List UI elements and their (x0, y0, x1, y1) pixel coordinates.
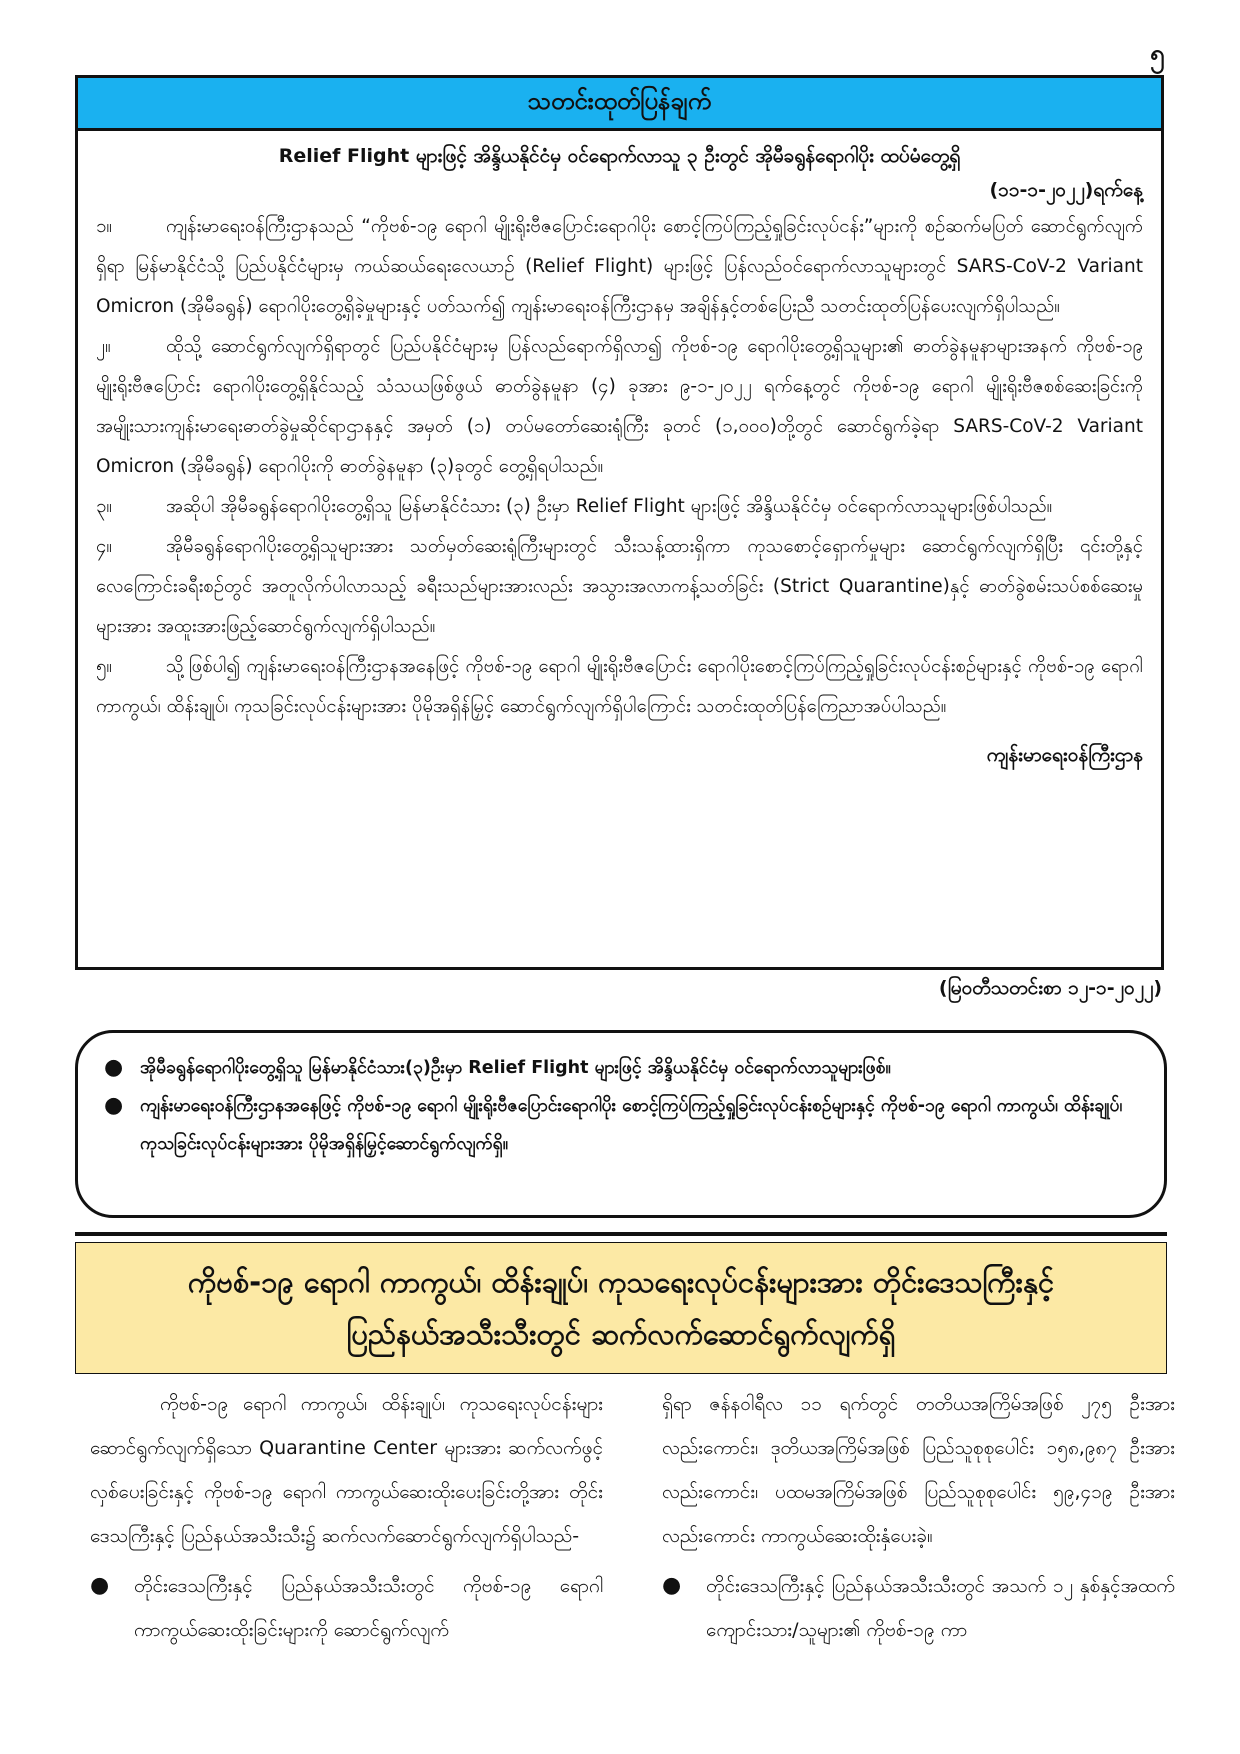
banner-title-line-1: ကိုဗစ်-၁၉ ရောဂါ ကာကွယ်၊ ထိန်းချုပ်၊ ကုသရေးလုပ်ငန်းများအား တိုင်းဒေသကြီးနှင့် (187, 1265, 1055, 1299)
press-date: (၁၁-၁-၂၀၂၂)ရက်နေ့ (989, 179, 1143, 201)
press-paragraph-1 (96, 207, 1143, 327)
press-release-body (78, 131, 1161, 777)
summary-item (104, 1049, 1138, 1087)
press-paragraph-5 (96, 647, 1143, 727)
paragraph-number: ၅။ (96, 656, 113, 677)
summary-text: ကျန်းမာရေးဝန်ကြီးဌာနအနေဖြင့် ကိုဗစ်-၁၉ ရောဂါ မျိုးရိုးဗီဇပြောင်းရောဂါပိုး စောင့်ကြပ်ကြည့်ရှုခြင်းလုပ်ငန်းစဉ်များနှင့် ကိုဗစ်-၁၉ ရောဂါ ကာကွယ်၊ ထိန်းချုပ်၊ ကုသခြင်းလုပ်ငန်းများအား ပိုမိုအရှိန်မြှင့်ဆောင်ရွက်လျက်ရှိ။ (140, 1096, 1123, 1154)
article-column-right (662, 1382, 1175, 1652)
source-citation: (မြဝတီသတင်းစာ ၁၂-၁-၂၀၂၂) (938, 977, 1162, 999)
press-paragraph-2 (96, 327, 1143, 487)
bullet-icon: ● (90, 1573, 110, 1598)
press-headline: Relief Flight များဖြင့် အိန္ဒိယနိုင်ငံမှ ဝင်ရောက်လာသူ ၃ ဦးတွင် အိုမီခရွန်ရောဂါပိုး ထပ်မံတွေ့ရှိ (278, 145, 961, 167)
summary-item (104, 1087, 1138, 1163)
press-release-title: သတင်းထုတ်ပြန်ချက် (527, 87, 712, 115)
bullet-icon: ● (662, 1573, 682, 1598)
press-paragraph-3 (96, 487, 1143, 527)
paragraph-text: အိုမီခရွန်ရောဂါပိုးတွေ့ရှိသူများအား သတ်မှတ်ဆေးရုံကြီးများတွင် သီးသန့်ထားရှိကာ ကုသစောင့်ရှောက်မှုများ ဆောင်ရွက်လျက်ရှိပြီး ၎င်းတို့နှင့် လေကြောင်းခရီးစဉ်တွင် အတူလိုက်ပါလာသည့် ခရီးသည်များအားလည်း အသွားအလာကန့်သတ်ခြင်း (Strict Quarantine)နှင့် ဓာတ်ခွဲစမ်းသပ်စစ်ဆေးမှုများအား အထူးအားဖြည့်ဆောင်ရွက်လျက်ရှိပါသည်။ (96, 536, 1143, 637)
article-column-left (90, 1382, 603, 1652)
bullet-icon: ● (104, 1093, 124, 1118)
article-intro: ကိုဗစ်-၁၉ ရောဂါ ကာကွယ်၊ ထိန်းချုပ်၊ ကုသရေးလုပ်ငန်းများ ဆောင်ရွက်လျက်ရှိသော Quarantine Center များအား ဆက်လက်ဖွင့်လှစ်ပေးခြင်းနှင့် ကိုဗစ်-၁၉ ရောဂါ ကာကွယ်ဆေးထိုးပေးခြင်းတို့အား တိုင်းဒေသကြီးနှင့် ပြည်နယ်အသီးသီး၌ ဆက်လက်ဆောင်ရွက်လျက်ရှိပါသည်- (90, 1393, 603, 1547)
paragraph-number: ၃။ (96, 496, 113, 517)
press-signature: ကျန်းမာရေးဝန်ကြီးဌာန (986, 744, 1143, 766)
article-banner (75, 1242, 1167, 1374)
press-release-header (78, 78, 1161, 131)
article-bullet-text: တိုင်းဒေသကြီးနှင့် ပြည်နယ်အသီးသီးတွင် အသက် ၁၂ နှစ်နှင့်အထက် ကျောင်းသား/သူများ၏ ကိုဗစ်-၁၉ ကာ (706, 1575, 1175, 1641)
article-bullet (662, 1564, 1175, 1652)
page-number: ၅ (1150, 39, 1165, 69)
section-divider (75, 1232, 1167, 1236)
paragraph-number: ၄။ (96, 536, 113, 557)
banner-title-line-2: ပြည်နယ်အသီးသီးတွင် ဆက်လက်ဆောင်ရွက်လျက်ရှိ (346, 1317, 896, 1351)
press-release-box (75, 75, 1164, 970)
summary-box (75, 1030, 1167, 1218)
paragraph-text: သို့ဖြစ်ပါ၍ ကျန်းမာရေးဝန်ကြီးဌာနအနေဖြင့် ကိုဗစ်-၁၉ ရောဂါ မျိုးရိုးဗီဇပြောင်း ရောဂါပိုးစောင့်ကြပ်ကြည့်ရှုခြင်းလုပ်ငန်းစဉ်များနှင့် ကိုဗစ်-၁၉ ရောဂါ ကာကွယ်၊ ထိန်းချုပ်၊ ကုသခြင်းလုပ်ငန်းများအား ပိုမိုအရှိန်မြှင့် ဆောင်ရွက်လျက်ရှိပါကြောင်း သတင်းထုတ်ပြန်ကြေညာအပ်ပါသည်။ (96, 656, 1143, 717)
article-bullet-text: တိုင်းဒေသကြီးနှင့် ပြည်နယ်အသီးသီးတွင် ကိုဗစ်-၁၉ ရောဂါ ကာကွယ်ဆေးထိုးခြင်းများကို ဆောင်ရွက်လျက် (134, 1575, 603, 1641)
article-continuation: ရှိရာ ဇန်နဝါရီလ ၁၁ ရက်တွင် တတိယအကြိမ်အဖြစ် ၂၇၅ ဦးအားလည်းကောင်း၊ ဒုတိယအကြိမ်အဖြစ် ပြည်သူစုစုပေါင်း ၁၅၈,၉၈၇ ဦးအားလည်းကောင်း၊ ပထမအကြိမ်အဖြစ် ပြည်သူစုစုပေါင်း ၅၉,၄၁၉ ဦးအားလည်းကောင်း ကာကွယ်ဆေးထိုးနှံပေးခဲ့။ (662, 1393, 1175, 1547)
article-bullet (90, 1564, 603, 1652)
paragraph-text: ထိုသို့ ဆောင်ရွက်လျက်ရှိရာတွင် ပြည်ပနိုင်ငံများမှ ပြန်လည်ရောက်ရှိလာ၍ ကိုဗစ်-၁၉ ရောဂါပိုးတွေ့ရှိသူများ၏ ဓာတ်ခွဲနမူနာများအနက် ကိုဗစ်-၁၉ မျိုးရိုးဗီဇပြောင်း ရောဂါပိုးတွေ့ရှိနိုင်သည့် သံသယဖြစ်ဖွယ် ဓာတ်ခွဲနမူနာ (၄) ခုအား ၉-၁-၂၀၂၂ ရက်နေ့တွင် ကိုဗစ်-၁၉ ရောဂါ မျိုးရိုးဗီဇစစ်ဆေးခြင်းကို အမျိုးသားကျန်းမာရေးဓာတ်ခွဲမှုဆိုင်ရာဌာနနှင့် အမှတ် (၁) တပ်မတော်ဆေးရုံကြီး ခုတင် (၁,၀၀၀)တို့တွင် ဆောင်ရွက်ခဲ့ရာ SARS-CoV-2 Variant Omicron (အိုမီခရွန်) ရောဂါပိုးကို ဓာတ်ခွဲနမူနာ (၃)ခုတွင် တွေ့ရှိရပါသည်။ (96, 336, 1143, 477)
bullet-icon: ● (104, 1055, 124, 1080)
paragraph-number: ၂။ (96, 336, 111, 357)
summary-text: အိုမီခရွန်ရောဂါပိုးတွေ့ရှိသူ မြန်မာနိုင်ငံသား(၃)ဦးမှာ Relief Flight များဖြင့် အိန္ဒိယနိုင်ငံမှ ဝင်ရောက်လာသူများဖြစ်။ (140, 1058, 891, 1078)
paragraph-number: ၁။ (96, 216, 113, 237)
paragraph-text: ကျန်းမာရေးဝန်ကြီးဌာနသည် “ကိုဗစ်-၁၉ ရောဂါ မျိုးရိုးဗီဇပြောင်းရောဂါပိုး စောင့်ကြပ်ကြည့်ရှုခြင်းလုပ်ငန်း”များကို စဉ်ဆက်မပြတ် ဆောင်ရွက်လျက်ရှိရာ မြန်မာနိုင်ငံသို့ ပြည်ပနိုင်ငံများမှ ကယ်ဆယ်ရေးလေယာဉ် (Relief Flight) များဖြင့် ပြန်လည်ဝင်ရောက်လာသူများတွင် SARS-CoV-2 Variant Omicron (အိုမီခရွန်) ရောဂါပိုးတွေ့ရှိခဲ့မှုများနှင့် ပတ်သက်၍ ကျန်းမာရေးဝန်ကြီးဌာနမှ အချိန်နှင့်တစ်ပြေးညီ သတင်းထုတ်ပြန်ပေးလျက်ရှိပါသည်။ (96, 216, 1143, 317)
paragraph-text: အဆိုပါ အိုမီခရွန်ရောဂါပိုးတွေ့ရှိသူ မြန်မာနိုင်ငံသား (၃) ဦးမှာ Relief Flight များဖြင့် အိန္ဒိယနိုင်ငံမှ ဝင်ရောက်လာသူများဖြစ်ပါသည်။ (166, 496, 1053, 517)
press-paragraph-4 (96, 527, 1143, 647)
